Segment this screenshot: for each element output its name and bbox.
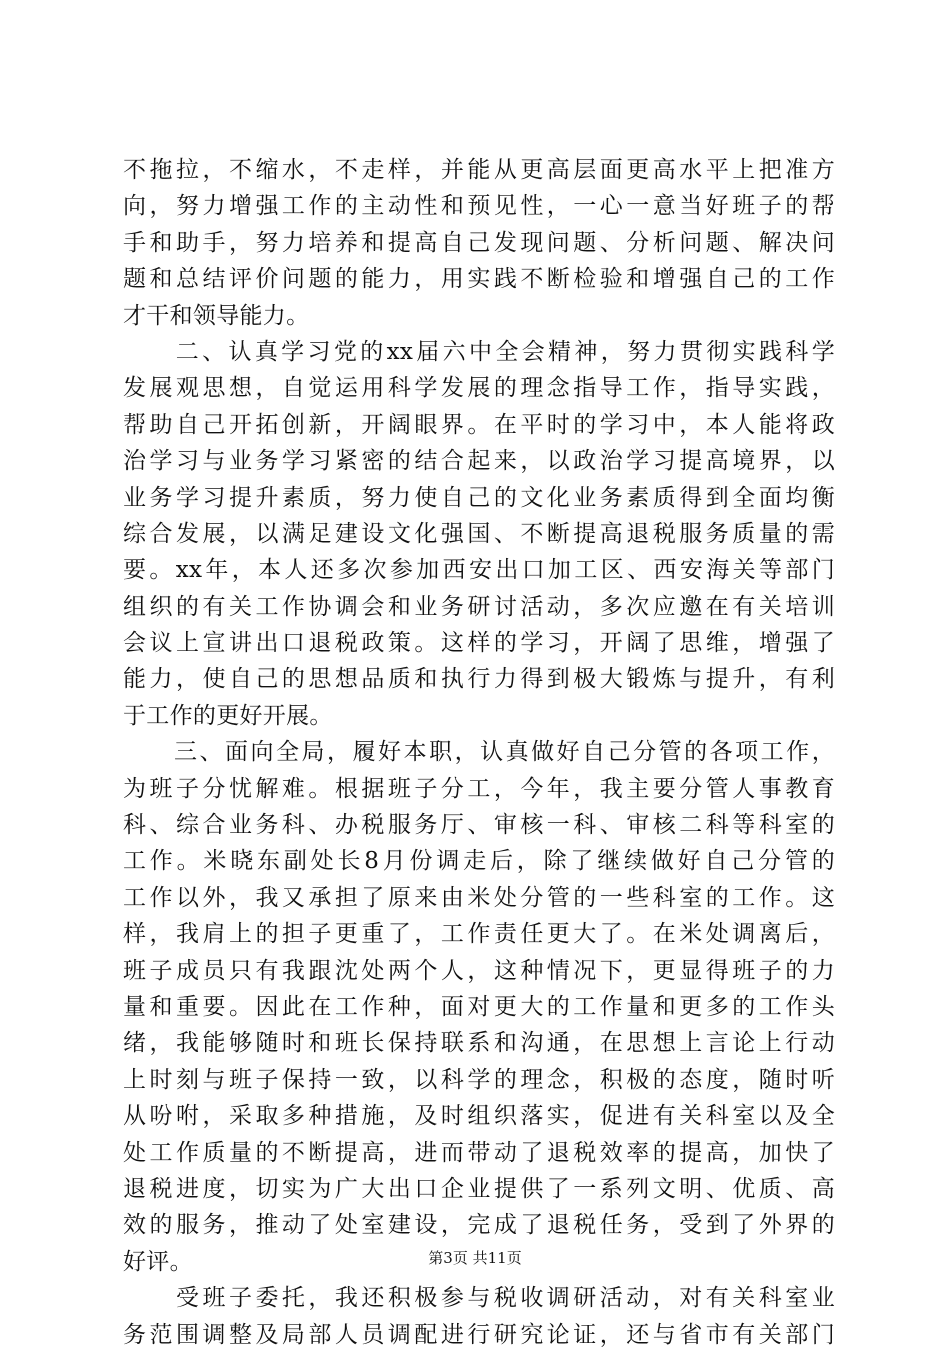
text-line: 会议上宣讲出口退税政策。这样的学习，开阔了思维，增强了 bbox=[123, 630, 835, 657]
text-line: 才干和领导能力。 bbox=[123, 302, 310, 329]
body-text bbox=[123, 152, 835, 1353]
page-number-footer: 第3页 共11页 bbox=[428, 1249, 522, 1267]
text-line: 样，我肩上的担子更重了，工作责任更大了。在米处调离后， bbox=[123, 921, 835, 948]
text-line: 绪，我能够随时和班长保持联系和沟通，在思想上言论上行动 bbox=[123, 1030, 835, 1057]
text-line: 能力，使自己的思想品质和执行力得到极大锻炼与提升，有利 bbox=[123, 666, 835, 693]
text-line: 处工作质量的不断提高，进而带动了退税效率的提高，加快了 bbox=[123, 1139, 835, 1166]
text-line: 治学习与业务学习紧密的结合起来，以政治学习提高境界，以 bbox=[123, 448, 835, 475]
text-line: 量和重要。因此在工作种，面对更大的工作量和更多的工作头 bbox=[123, 993, 835, 1020]
text-line: 不拖拉，不缩水，不走样，并能从更高层面更高水平上把准方 bbox=[123, 157, 835, 183]
text-line: 向，努力增强工作的主动性和预见性，一心一意当好班子的帮 bbox=[123, 193, 835, 220]
text-line: 手和助手，努力培养和提高自己发现问题、分析问题、解决问 bbox=[123, 229, 835, 256]
text-line: 工作以外，我又承担了原来由米处分管的一些科室的工作。这 bbox=[123, 884, 835, 911]
text-line: 效的服务，推动了处室建设，完成了退税任务，受到了外界的 bbox=[123, 1212, 835, 1239]
text-line: 受班子委托，我还积极参与税收调研活动，对有关科室业 bbox=[123, 1285, 835, 1312]
text-line: 于工作的更好开展。 bbox=[123, 702, 333, 729]
text-line: 上时刻与班子保持一致，以科学的理念，积极的态度，随时听 bbox=[123, 1066, 835, 1093]
text-line: 二、认真学习党的xx届六中全会精神，努力贯彻实践科学 bbox=[123, 338, 835, 365]
text-line: 退税进度，切实为广大出口企业提供了一系列文明、优质、高 bbox=[123, 1175, 835, 1202]
text-line: 帮助自己开拓创新，开阔眼界。在平时的学习中，本人能将政 bbox=[123, 411, 835, 438]
text-line: 发展观思想，自觉运用科学发展的理念指导工作，指导实践， bbox=[123, 375, 835, 402]
text-line: 要。xx年，本人还多次参加西安出口加工区、西安海关等部门 bbox=[123, 557, 835, 584]
text-line: 为班子分忧解难。根据班子分工，今年，我主要分管人事教育 bbox=[123, 775, 835, 802]
text-line: 业务学习提升素质，努力使自己的文化业务素质得到全面均衡 bbox=[123, 484, 835, 511]
text-line: 班子成员只有我跟沈处两个人，这种情况下，更显得班子的力 bbox=[123, 957, 835, 984]
text-line: 从吩咐，采取多种措施，及时组织落实，促进有关科室以及全 bbox=[123, 1103, 835, 1130]
text-line: 好评。 bbox=[123, 1248, 193, 1275]
text-line: 题和总结评价问题的能力，用实践不断检验和增强自己的工作 bbox=[123, 266, 835, 293]
text-line: 务范围调整及局部人员调配进行研究论证，还与省市有关部门 bbox=[123, 1321, 835, 1348]
text-line: 工作。米晓东副处长8月份调走后，除了继续做好自己分管的 bbox=[123, 848, 835, 875]
text-line: 三、面向全局，履好本职，认真做好自己分管的各项工作， bbox=[123, 739, 835, 766]
text-line: 组织的有关工作协调会和业务研讨活动，多次应邀在有关培训 bbox=[123, 593, 835, 620]
text-line: 综合发展，以满足建设文化强国、不断提高退税服务质量的需 bbox=[123, 520, 835, 547]
text-line: 科、综合业务科、办税服务厅、审核一科、审核二科等科室的 bbox=[123, 812, 835, 839]
